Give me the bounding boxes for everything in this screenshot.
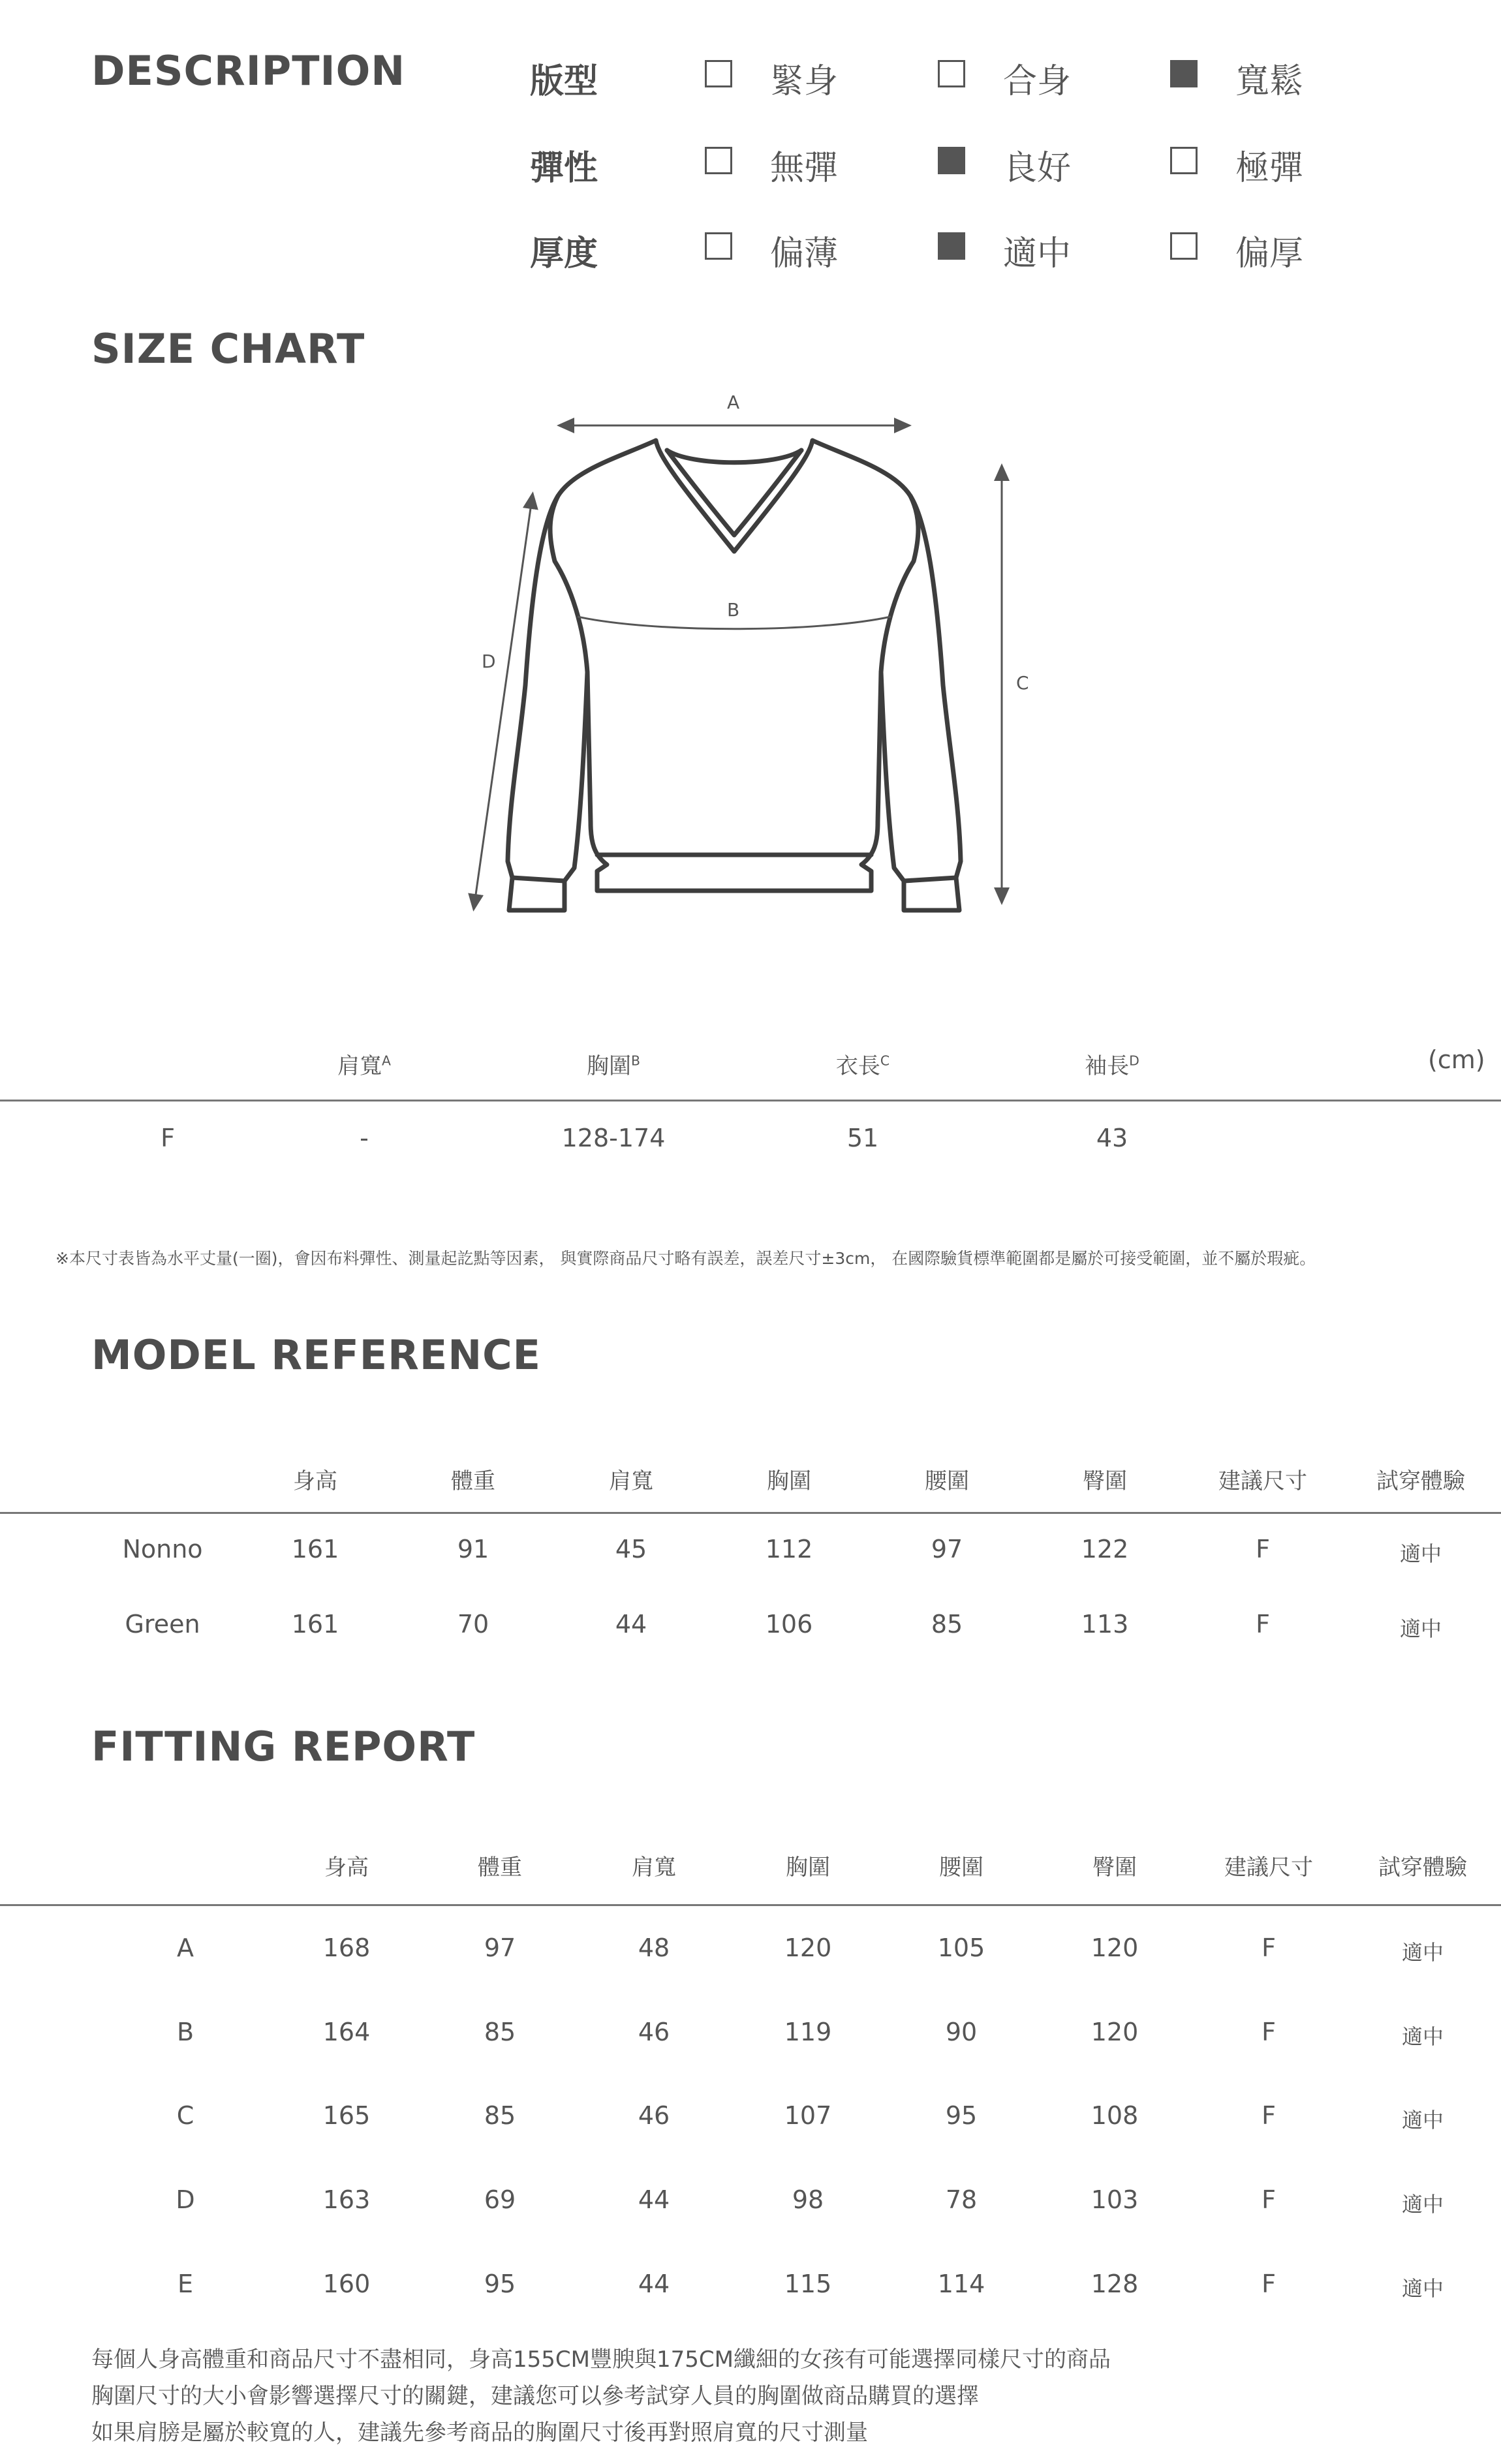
fit-cell: 105 xyxy=(937,1933,985,1962)
diagram-label-b: B xyxy=(727,599,740,621)
fit-cell: 95 xyxy=(484,2270,516,2298)
fit-header-shoulder: 肩寬 xyxy=(632,1855,676,1881)
fit-cell: 120 xyxy=(784,1933,832,1962)
fit-row-label: D xyxy=(176,2185,195,2214)
model-cell: 97 xyxy=(931,1535,963,1563)
fit-header-height: 身高 xyxy=(324,1855,369,1881)
fit-cell: 69 xyxy=(484,2185,516,2214)
size-row-label: F xyxy=(161,1124,175,1152)
fit-cell: 95 xyxy=(945,2101,978,2130)
model-cell: 91 xyxy=(457,1535,489,1563)
model-cell: 85 xyxy=(931,1610,963,1639)
diagram-label-c: C xyxy=(1016,672,1029,694)
model-cell: 106 xyxy=(765,1610,813,1639)
model-cell: 122 xyxy=(1081,1535,1129,1563)
model-cell: 44 xyxy=(615,1610,647,1639)
model-cell: F xyxy=(1256,1535,1270,1563)
fit-cell: 103 xyxy=(1091,2185,1139,2214)
fit-cell: 128 xyxy=(1091,2270,1139,2298)
size-header-chest: 胸圍$^B$ xyxy=(587,1053,640,1079)
fit-cell: 165 xyxy=(322,2101,371,2130)
size-chart-heading: SIZE CHART xyxy=(91,325,365,373)
fit-header-size: 建議尺寸 xyxy=(1224,1855,1313,1881)
option-thickness-medium: 適中 xyxy=(1003,234,1072,273)
fit-cell: 44 xyxy=(638,2270,670,2298)
option-stretch-high: 極彈 xyxy=(1235,149,1304,188)
fit-cell: 46 xyxy=(638,2018,670,2046)
option-thickness-thick: 偏厚 xyxy=(1235,234,1304,273)
attr-label-fit: 版型 xyxy=(530,62,598,101)
option-thickness-thin: 偏薄 xyxy=(770,234,839,273)
diagram-label-a: A xyxy=(727,392,740,413)
fit-cell: 適中 xyxy=(1401,2108,1444,2133)
model-header-chest: 胸圍 xyxy=(767,1468,811,1494)
option-fit-loose: 寬鬆 xyxy=(1235,62,1304,101)
option-fit-tight: 緊身 xyxy=(770,62,839,101)
left-cuff-line xyxy=(512,878,565,881)
fit-cell: F xyxy=(1261,2270,1276,2298)
size-header-length: 衣長$^C$ xyxy=(835,1053,890,1079)
fitting-notes xyxy=(91,2341,1111,2451)
fit-row-label: E xyxy=(177,2270,194,2298)
fit-cell: 115 xyxy=(784,2270,832,2298)
fit-cell: 120 xyxy=(1091,2018,1139,2046)
model-cell: 適中 xyxy=(1399,1541,1442,1566)
model-name: Nonno xyxy=(122,1535,203,1563)
right-cuff-line xyxy=(904,878,956,881)
model-header-experience: 試穿體驗 xyxy=(1376,1468,1465,1494)
fit-cell: 164 xyxy=(322,2018,371,2046)
fit-cell: 46 xyxy=(638,2101,670,2130)
fit-header-hip: 臀圍 xyxy=(1092,1855,1137,1881)
model-header-hip: 臀圍 xyxy=(1083,1468,1127,1494)
right-sleeve xyxy=(881,496,961,910)
model-header-weight: 體重 xyxy=(451,1468,495,1494)
option-stretch-good: 良好 xyxy=(1003,149,1072,188)
fit-cell: 44 xyxy=(638,2185,670,2214)
fit-cell: 90 xyxy=(945,2018,978,2046)
model-cell: 161 xyxy=(291,1535,339,1563)
size-cell-sleeve: 43 xyxy=(1096,1124,1128,1152)
fit-header-chest: 胸圍 xyxy=(786,1855,830,1881)
fit-cell: 85 xyxy=(484,2101,516,2130)
model-table-rule xyxy=(0,1512,1501,1514)
fit-cell: 120 xyxy=(1091,1933,1139,1962)
fit-cell: 163 xyxy=(322,2185,371,2214)
size-chart-note: ※本尺寸表皆為水平丈量(一圈)，會因布料彈性、測量起訖點等因素， 與實際商品尺寸略有誤差，誤差尺寸±3cm， 在國際驗貨標準範圍都是屬於可接受範圍，並不屬於瑕疵。 xyxy=(55,1249,1316,1268)
attr-label-thickness: 厚度 xyxy=(530,234,598,273)
fit-cell: F xyxy=(1261,2185,1276,2214)
fit-row-label: C xyxy=(176,2101,194,2130)
model-cell: 適中 xyxy=(1399,1616,1442,1641)
fit-cell: 97 xyxy=(484,1933,516,1962)
model-name: Green xyxy=(125,1610,200,1639)
fit-cell: 85 xyxy=(484,2018,516,2046)
fit-cell: 108 xyxy=(1091,2101,1139,2130)
fit-cell: 78 xyxy=(945,2185,978,2214)
model-cell: 45 xyxy=(615,1535,647,1563)
size-header-sleeve: 袖長$^D$ xyxy=(1085,1053,1139,1079)
fit-row-label: A xyxy=(177,1933,194,1962)
fit-cell: 168 xyxy=(322,1933,371,1962)
fit-cell: F xyxy=(1261,2101,1276,2130)
fit-cell: F xyxy=(1261,2018,1276,2046)
option-fit-regular: 合身 xyxy=(1003,62,1072,101)
model-header-shoulder: 肩寬 xyxy=(609,1468,653,1494)
description-heading: DESCRIPTION xyxy=(91,47,406,95)
fit-cell: 適中 xyxy=(1401,2192,1444,2217)
left-sleeve xyxy=(508,496,587,910)
sweater-body xyxy=(550,440,918,891)
size-cell-chest: 128-174 xyxy=(561,1124,666,1152)
model-header-size: 建議尺寸 xyxy=(1218,1468,1307,1494)
sweater-diagram xyxy=(0,0,1501,966)
size-header-shoulder: 肩寬$^A$ xyxy=(337,1053,391,1079)
fit-cell: 適中 xyxy=(1401,1940,1444,1965)
fit-cell: 160 xyxy=(322,2270,371,2298)
size-table-rule xyxy=(0,1100,1501,1101)
model-cell: 113 xyxy=(1081,1610,1129,1639)
size-unit: (cm) xyxy=(1428,1045,1485,1074)
fit-header-weight: 體重 xyxy=(478,1855,522,1881)
fit-header-waist: 腰圍 xyxy=(939,1855,983,1881)
fit-cell: 適中 xyxy=(1401,2276,1444,2301)
attr-label-stretch: 彈性 xyxy=(530,149,598,188)
fitting-note-line: 每個人身高體重和商品尺寸不盡相同，身高155CM豐腴與175CM纖細的女孩有可能選擇同樣尺寸的商品 xyxy=(91,2347,1111,2373)
fitting-report-heading: FITTING REPORT xyxy=(91,1723,476,1770)
fitting-note-line: 如果肩膀是屬於較寬的人，建議先參考商品的胸圍尺寸後再對照肩寬的尺寸測量 xyxy=(91,2420,868,2446)
fit-cell: 114 xyxy=(937,2270,985,2298)
fit-header-experience: 試穿體驗 xyxy=(1378,1855,1467,1881)
fit-cell: 119 xyxy=(784,2018,832,2046)
fitting-note-line: 胸圍尺寸的大小會影響選擇尺寸的關鍵，建議您可以參考試穿人員的胸圍做商品購買的選擇 xyxy=(91,2383,979,2409)
model-header-waist: 腰圍 xyxy=(925,1468,969,1494)
size-cell-shoulder: - xyxy=(360,1124,369,1152)
fit-cell: 98 xyxy=(792,2185,824,2214)
fit-row-label: B xyxy=(176,2018,194,2046)
model-header-height: 身高 xyxy=(293,1468,337,1494)
model-cell: 161 xyxy=(291,1610,339,1639)
fit-cell: 適中 xyxy=(1401,2024,1444,2049)
model-cell: 70 xyxy=(457,1610,489,1639)
fit-table-rule xyxy=(0,1904,1501,1906)
model-cell: 112 xyxy=(765,1535,813,1563)
model-cell: F xyxy=(1256,1610,1270,1639)
fit-cell: 48 xyxy=(638,1933,670,1962)
fit-cell: 107 xyxy=(784,2101,832,2130)
option-stretch-none: 無彈 xyxy=(770,149,839,188)
collar-back xyxy=(667,450,801,463)
size-cell-length: 51 xyxy=(846,1124,879,1152)
fit-cell: F xyxy=(1261,1933,1276,1962)
diagram-label-d: D xyxy=(482,651,496,672)
model-reference-heading: MODEL REFERENCE xyxy=(91,1331,541,1379)
